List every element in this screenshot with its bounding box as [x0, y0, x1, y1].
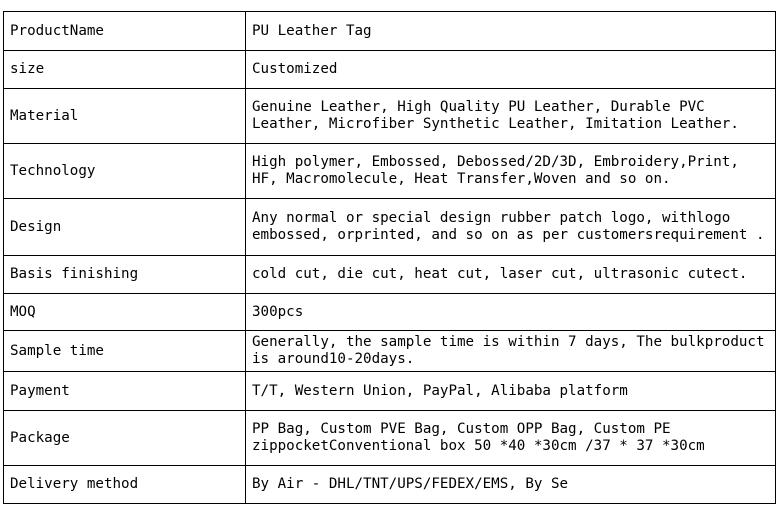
row-value: Customized	[246, 51, 776, 89]
row-value: Genuine Leather, High Quality PU Leather, Durable PVC Leather, Microfiber Synthetic Leather, Imitation Leather.	[246, 89, 776, 144]
table-row	[4, 294, 776, 331]
table-row	[4, 89, 776, 144]
row-label: ProductName	[4, 12, 246, 51]
row-label: Payment	[4, 372, 246, 411]
table-row	[4, 411, 776, 466]
table-row	[4, 331, 776, 372]
row-value: Any normal or special design rubber patch logo, withlogo embossed, orprinted, and so on as per customersrequirement .	[246, 199, 776, 256]
product-spec-table	[3, 11, 776, 504]
row-value: PU Leather Tag	[246, 12, 776, 51]
table-row	[4, 372, 776, 411]
row-label: Technology	[4, 144, 246, 199]
row-value: cold cut, die cut, heat cut, laser cut, ultrasonic cutect.	[246, 256, 776, 294]
row-label: MOQ	[4, 294, 246, 331]
row-value: Generally, the sample time is within 7 days, The bulkproduct is around10-20days.	[246, 331, 776, 372]
row-label: Basis finishing	[4, 256, 246, 294]
table-row	[4, 144, 776, 199]
table-row	[4, 466, 776, 504]
table-row	[4, 256, 776, 294]
table-row	[4, 51, 776, 89]
row-value: T/T, Western Union, PayPal, Alibaba platform	[246, 372, 776, 411]
row-value: By Air - DHL/TNT/UPS/FEDEX/EMS, By Se	[246, 466, 776, 504]
row-label: Design	[4, 199, 246, 256]
table-row	[4, 199, 776, 256]
row-label: Sample time	[4, 331, 246, 372]
row-label: Package	[4, 411, 246, 466]
table-row	[4, 12, 776, 51]
row-label: size	[4, 51, 246, 89]
row-value: 300pcs	[246, 294, 776, 331]
row-label: Delivery method	[4, 466, 246, 504]
row-value: PP Bag, Custom PVE Bag, Custom OPP Bag, Custom PE zippocketConventional box 50 *40 *30cm /37 * 37 *30cm	[246, 411, 776, 466]
row-label: Material	[4, 89, 246, 144]
row-value: High polymer, Embossed, Debossed/2D/3D, Embroidery,Print, HF, Macromolecule, Heat Transfer,Woven and so on.	[246, 144, 776, 199]
